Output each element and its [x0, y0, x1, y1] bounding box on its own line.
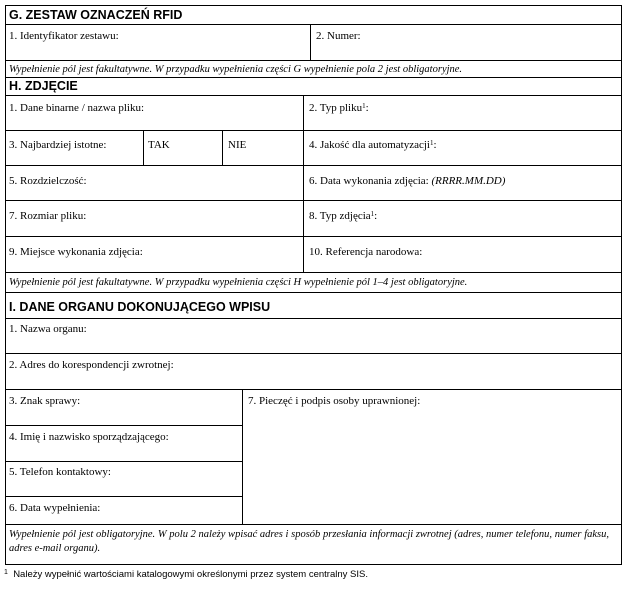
rfid-number-field[interactable]: 2. Numer: [316, 30, 361, 42]
rule [6, 524, 621, 525]
organ-name-field[interactable]: 1. Nazwa organu: [9, 323, 87, 335]
footnote [4, 569, 368, 580]
section-h-note: Wypełnienie pól jest fakultatywne. W przypadku wypełnienia części H wypełnienie pól 1–4 jest obligatoryjne. [9, 277, 468, 288]
section-h-title: H. ZDJĘCIE [9, 79, 78, 93]
rule [6, 496, 242, 497]
rule [143, 130, 144, 165]
rule [6, 292, 621, 293]
most-relevant-yes-option[interactable]: TAK [148, 139, 170, 151]
rule [6, 389, 621, 390]
photo-date-field[interactable] [309, 175, 505, 188]
resolution-field[interactable]: 5. Rozdzielczość: [9, 175, 87, 187]
rule [222, 130, 223, 165]
label: 4. Jakość dla automatyzacji [309, 139, 430, 151]
section-g-note: Wypełnienie pól jest fakultatywne. W przypadku wypełnienia części G wypełnienie pola 2 jest obligatoryjne. [9, 64, 463, 75]
rule [303, 95, 304, 272]
section-i-title: I. DANE ORGANU DOKONUJĄCEGO WPISU [9, 300, 271, 314]
preparer-name-field[interactable]: 4. Imię i nazwisko sporządzającego: [9, 431, 169, 443]
photo-place-field[interactable]: 9. Miejsce wykonania zdjęcia: [9, 246, 143, 258]
label: 6. Data wykonania zdjęcia: [309, 175, 432, 187]
most-relevant-no-option[interactable]: NIE [228, 139, 247, 151]
date-format: (RRRR.MM.DD) [431, 175, 506, 187]
footnote-marker: 1 [370, 210, 375, 218]
section-g-title: G. ZESTAW OZNACZEŃ RFID [9, 8, 183, 22]
photo-file-type-field[interactable] [309, 102, 369, 115]
footnote-marker: 1 [362, 102, 366, 110]
footnote-marker: 1 [4, 569, 8, 576]
rule [6, 318, 621, 319]
label-suffix: : [374, 210, 378, 222]
rule [6, 425, 242, 426]
rule [6, 24, 621, 25]
form-table [5, 5, 622, 565]
label: 8. Typ zdjęcia [309, 210, 371, 222]
national-reference-field[interactable]: 10. Referencja narodowa: [309, 246, 423, 258]
rfid-set-id-field[interactable]: 1. Identyfikator zestawu: [9, 30, 119, 42]
label: 2. Typ pliku [309, 102, 363, 114]
fill-date-field[interactable]: 6. Data wypełnienia: [9, 502, 101, 514]
photo-binary-field[interactable]: 1. Dane binarne / nazwa pliku: [9, 102, 145, 114]
contact-phone-field[interactable]: 5. Telefon kontaktowy: [9, 466, 111, 478]
rule [6, 60, 621, 61]
case-reference-field[interactable]: 3. Znak sprawy: [9, 395, 81, 407]
rule [6, 236, 621, 237]
rule [6, 272, 621, 273]
rule [6, 200, 621, 201]
rule [310, 24, 311, 60]
most-relevant-label: 3. Najbardziej istotne: [9, 139, 107, 151]
footnote-marker: 1 [429, 139, 434, 147]
file-size-field[interactable]: 7. Rozmiar pliku: [9, 210, 87, 222]
rule [6, 165, 621, 166]
footnote-text: Należy wypełnić wartościami katalogowymi określonymi przez system centralny SIS. [13, 569, 368, 580]
rule [242, 389, 243, 524]
rule [6, 353, 621, 354]
rule [6, 77, 621, 78]
stamp-signature-field[interactable]: 7. Pieczęć i podpis osoby uprawnionej: [248, 395, 421, 407]
automation-quality-field[interactable] [309, 139, 437, 152]
label-suffix: : [365, 102, 369, 114]
return-address-field[interactable]: 2. Adres do korespondencji zwrotnej: [9, 359, 174, 371]
photo-type-field[interactable] [309, 210, 377, 223]
rule [6, 461, 242, 462]
rule [6, 130, 621, 131]
section-i-note: Wypełnienie pól jest obligatoryjne. W polu 2 należy wpisać adres i sposób przesłania informacji zwrotnej (adres, numer telefonu, numer faksu, adres e-mail organu). [9, 529, 609, 554]
label-suffix: : [433, 139, 437, 151]
rule [6, 95, 621, 96]
